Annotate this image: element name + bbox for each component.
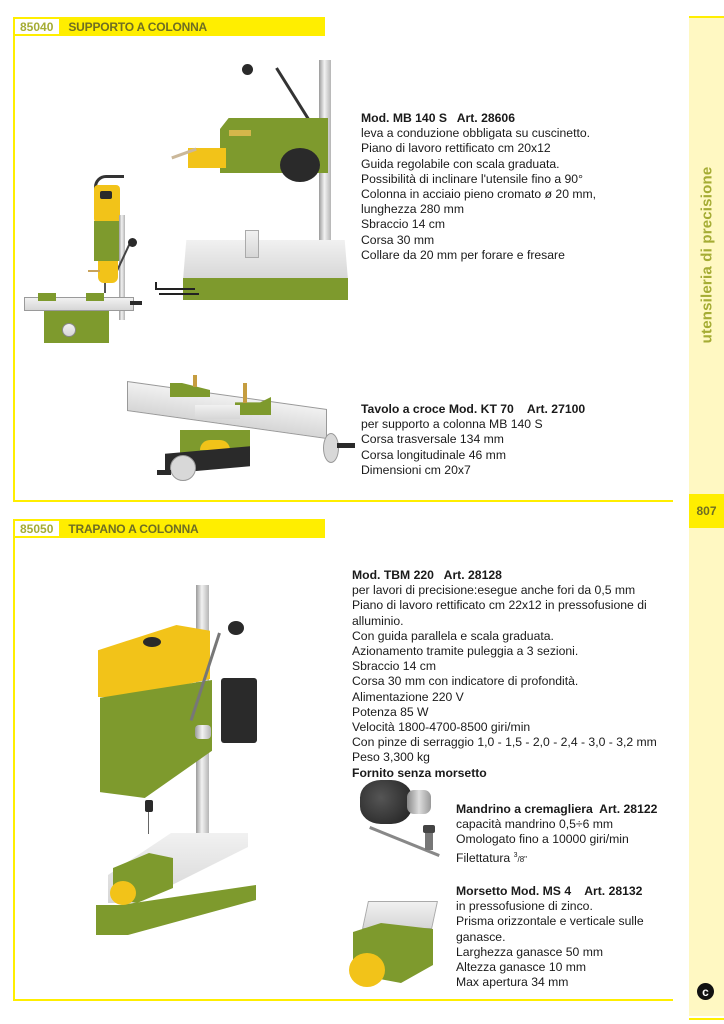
spec-line: Azionamento tramite puleggia a 3 sezioni. bbox=[352, 644, 579, 659]
spec-line: Sbraccio 14 cm bbox=[361, 217, 445, 232]
drill-stand-mb140s-image bbox=[155, 60, 355, 255]
spec-line: Corsa 30 mm bbox=[361, 232, 435, 247]
spec-line: Prisma orizzontale e verticale sulle bbox=[456, 914, 644, 929]
product-mb140s-description bbox=[361, 111, 596, 263]
product-vise-description bbox=[456, 884, 644, 990]
section-header bbox=[13, 17, 325, 36]
spec-line: Altezza ganasce 10 mm bbox=[456, 960, 587, 975]
product-heading: Mod. TBM 220 Art. 28128 bbox=[352, 568, 502, 582]
thread-label: Filettatura bbox=[456, 850, 511, 865]
category-label bbox=[689, 155, 724, 355]
spec-line: Potenza 85 W bbox=[352, 704, 429, 719]
section-title: SUPPORTO A COLONNA bbox=[59, 17, 325, 36]
category-label-text: utensileria di precisione bbox=[698, 166, 715, 344]
spec-line: Corsa trasversale 134 mm bbox=[361, 432, 504, 447]
supply-note: Fornito senza morsetto bbox=[352, 765, 487, 780]
spec-line: Con guida parallela e scala graduata. bbox=[352, 628, 554, 643]
page-number: 807 bbox=[689, 494, 724, 528]
product-chuck-description bbox=[456, 802, 657, 867]
drill-chuck-and-key-image bbox=[355, 780, 450, 860]
spec-line: Max apertura 34 mm bbox=[456, 975, 569, 990]
sidebar-divider bbox=[689, 1018, 724, 1020]
spec-line: Velocità 1800-4700-8500 giri/min bbox=[352, 720, 531, 735]
product-heading: Tavolo a croce Mod. KT 70 Art. 27100 bbox=[361, 402, 586, 416]
vise-ms4-image bbox=[345, 893, 445, 993]
spec-line: in pressofusione di zinco. bbox=[456, 899, 593, 914]
spec-line: Corsa longitudinale 46 mm bbox=[361, 447, 506, 462]
spec-line: Possibilità di inclinare l'utensile fino a 90° bbox=[361, 171, 583, 186]
spec-line: Sbraccio 14 cm bbox=[352, 659, 436, 674]
spec-line: per supporto a colonna MB 140 S bbox=[361, 417, 543, 432]
spec-line: leva a conduzione obbligata su cuscinetto. bbox=[361, 126, 591, 141]
section-code: 85040 bbox=[13, 17, 59, 36]
bench-drill-tbm220-image bbox=[88, 585, 273, 935]
copyright-c-icon: c bbox=[697, 983, 714, 1000]
spec-line: ganasce. bbox=[456, 929, 506, 944]
section-code: 85050 bbox=[13, 519, 59, 538]
product-heading: Mod. MB 140 S Art. 28606 bbox=[361, 111, 515, 125]
spec-line: Omologato fino a 10000 giri/min bbox=[456, 832, 629, 847]
spec-line: Larghezza ganasce 50 mm bbox=[456, 944, 604, 959]
product-heading: Mandrino a cremagliera Art. 28122 bbox=[456, 802, 658, 816]
product-heading: Morsetto Mod. MS 4 Art. 28132 bbox=[456, 884, 643, 898]
spec-line: Alimentazione 220 V bbox=[352, 689, 464, 704]
spec-line: capacità mandrino 0,5÷6 mm bbox=[456, 817, 614, 832]
spec-line: Colonna in acciaio pieno cromato ø 20 mm, bbox=[361, 187, 597, 202]
product-kt70-description bbox=[361, 402, 585, 478]
thread-denominator: /8" bbox=[517, 854, 528, 864]
spec-line: Peso 3,300 kg bbox=[352, 750, 430, 765]
thread-numerator: 3 bbox=[513, 851, 518, 859]
product-tbm220-description bbox=[352, 568, 657, 781]
spec-line: Guida regolabile con scala graduata. bbox=[361, 156, 560, 171]
spec-line: Piano di lavoro rettificato cm 22x12 in pressofusione di bbox=[352, 598, 647, 613]
drill-stand-with-cross-table-image bbox=[24, 175, 139, 360]
spec-line: Con pinze di serraggio 1,0 - 1,5 - 2,0 - 2,4 - 3,0 - 3,2 mm bbox=[352, 735, 657, 750]
spec-line: Corsa 30 mm con indicatore di profondità. bbox=[352, 674, 579, 689]
spec-line-thread bbox=[456, 848, 657, 867]
spec-line: Collare da 20 mm per forare e fresare bbox=[361, 247, 565, 262]
spec-line: Piano di lavoro rettificato cm 20x12 bbox=[361, 141, 551, 156]
section-title: TRAPANO A COLONNA bbox=[59, 519, 325, 538]
spec-line: Dimensioni cm 20x7 bbox=[361, 462, 471, 477]
spec-line: lunghezza 280 mm bbox=[361, 202, 464, 217]
cross-table-kt70-image bbox=[125, 375, 355, 485]
section-header bbox=[13, 519, 325, 538]
spec-line: per lavori di precisione:esegue anche fori da 0,5 mm bbox=[352, 583, 636, 598]
spec-line: alluminio. bbox=[352, 613, 404, 628]
